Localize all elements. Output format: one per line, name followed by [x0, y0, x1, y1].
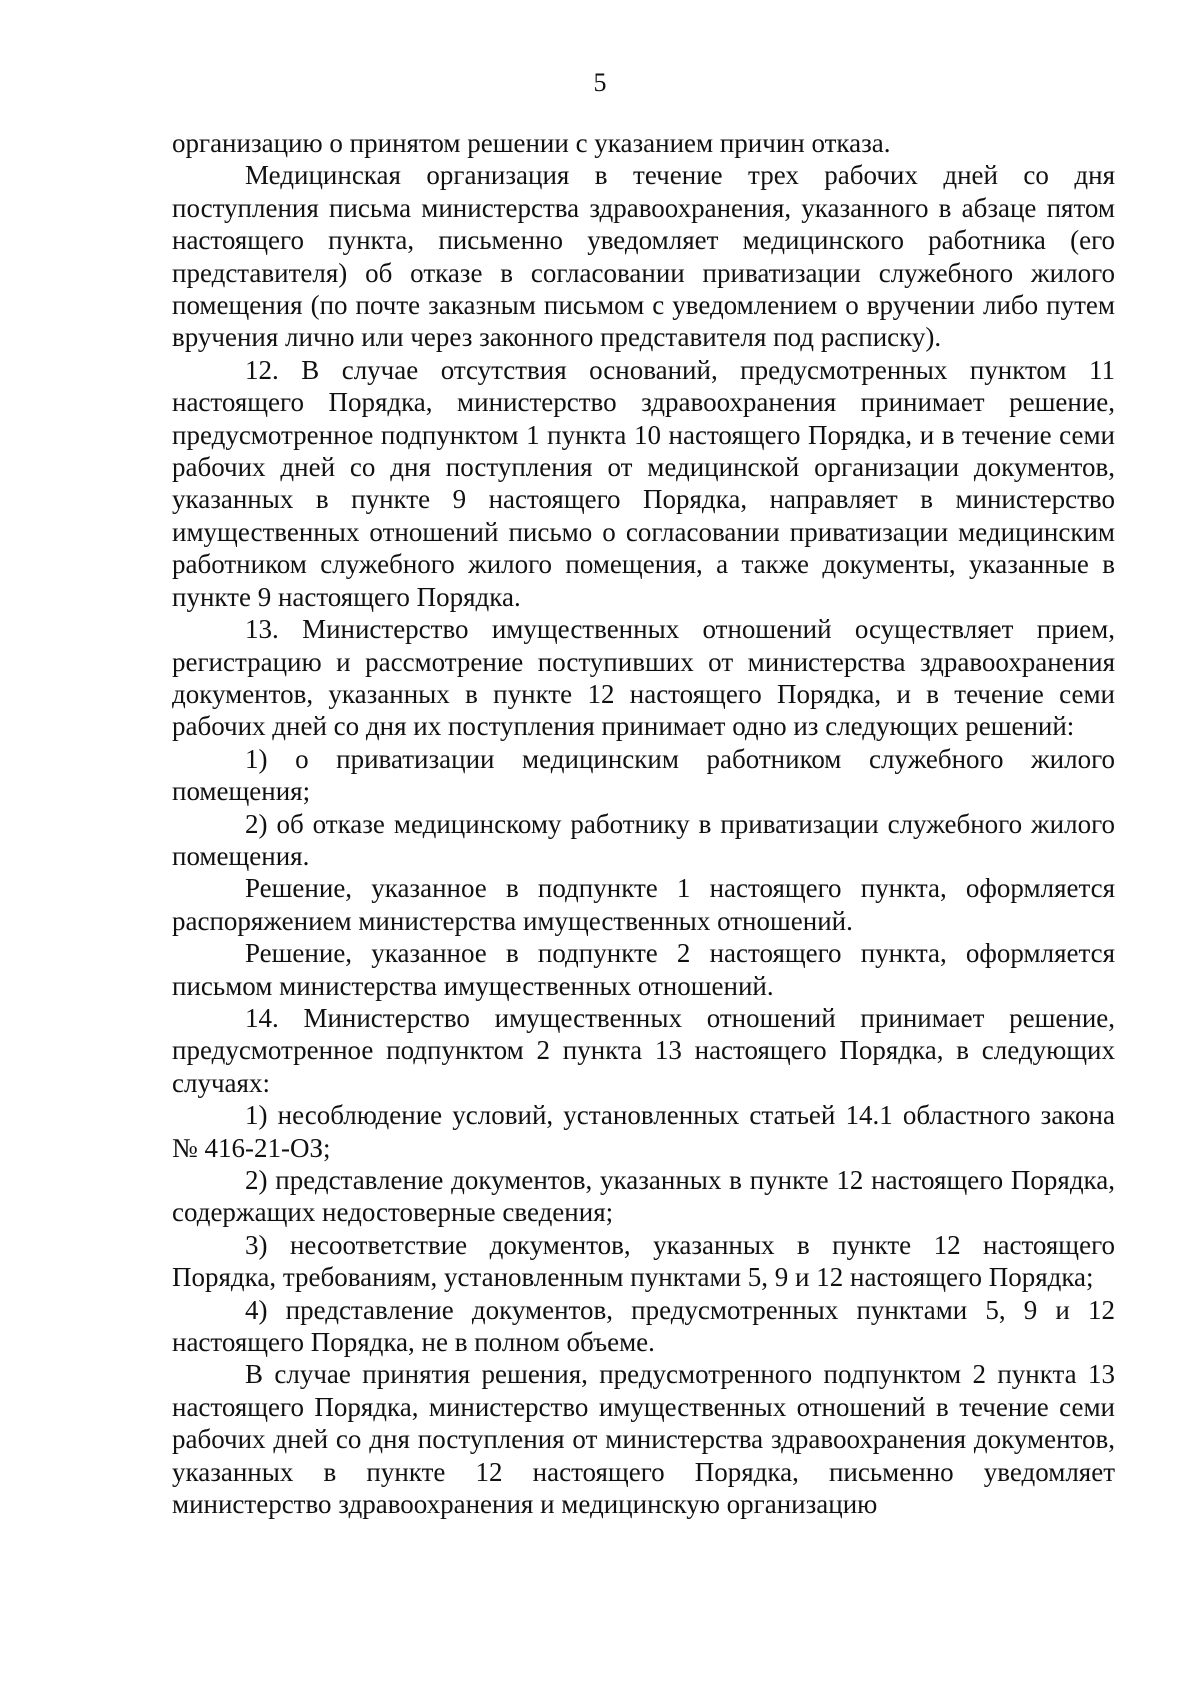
paragraph: В случае принятия решения, предусмотренного подпунктом 2 пункта 13 настоящего Порядка, министерство имущественных отношений в течение семи рабочих дней со дня поступления от министерства здравоохранения документов, указанных в пункте 12 настоящего Порядка, письменно уведомляет министерство здравоохранения и медицинскую организацию: [172, 1359, 1115, 1520]
paragraph: Решение, указанное в подпункте 1 настоящего пункта, оформляется распоряжением министерства имущественных отношений.: [172, 873, 1115, 936]
list-item: 1) несоблюдение условий, установленных статьей 14.1 областного закона № 416-21-ОЗ;: [172, 1100, 1115, 1163]
list-item: 4) представление документов, предусмотренных пунктами 5, 9 и 12 настоящего Порядка, не в полном объеме.: [172, 1294, 1115, 1358]
paragraph-item-12: 12. В случае отсутствия оснований, предусмотренных пунктом 11 настоящего Порядка, министерство здравоохранения принимает решение, предусмотренное подпунктом 1 пункта 10 настоящего Порядка, и в течение семи рабочих дней со дня поступления от медицинской организации документов, указанных в пункте 9 настоящего Порядка, направляет в министерство имущественных отношений письмо о согласовании приватизации медицинским работником служебного жилого помещения, а также документы, указанные в пункте 9 настоящего Порядка.: [172, 354, 1115, 612]
document-body: [172, 127, 1115, 1520]
paragraph: Медицинская организация в течение трех рабочих дней со дня поступления письма министерства здравоохранения, указанного в абзаце пятом настоящего пункта, письменно уведомляет медицинского работника (его представителя) об отказе в согласовании приватизации служебного жилого помещения (по почте заказным письмом с уведомлением о вручении либо путем вручения лично или через законного представителя под расписку).: [172, 160, 1115, 353]
paragraph: организацию о принятом решении с указанием причин отказа.: [172, 128, 891, 158]
list-item: 1) о приватизации медицинским работником служебного жилого помещения;: [172, 743, 1115, 807]
list-item: 3) несоответствие документов, указанных в пункте 12 настоящего Порядка, требованиям, установленным пунктами 5, 9 и 12 настоящего Порядка;: [172, 1229, 1115, 1293]
paragraph-item-13: 13. Министерство имущественных отношений осуществляет прием, регистрацию и рассмотрение поступивших от министерства здравоохранения документов, указанных в пункте 12 настоящего Порядка, и в течение семи рабочих дней со дня их поступления принимает одно из следующих решений:: [172, 614, 1115, 742]
list-item: 2) представление документов, указанных в пункте 12 настоящего Порядка, содержащих недостоверные сведения;: [172, 1165, 1115, 1228]
paragraph-item-14: 14. Министерство имущественных отношений принимает решение, предусмотренное подпунктом 2 пункта 13 настоящего Порядка, в следующих случаях:: [172, 1002, 1115, 1098]
page-number: 5: [593, 68, 607, 97]
list-item: 2) об отказе медицинскому работнику в приватизации служебного жилого помещения.: [172, 808, 1115, 871]
paragraph: Решение, указанное в подпункте 2 настоящего пункта, оформляется письмом министерства имущественных отношений.: [172, 938, 1115, 1001]
